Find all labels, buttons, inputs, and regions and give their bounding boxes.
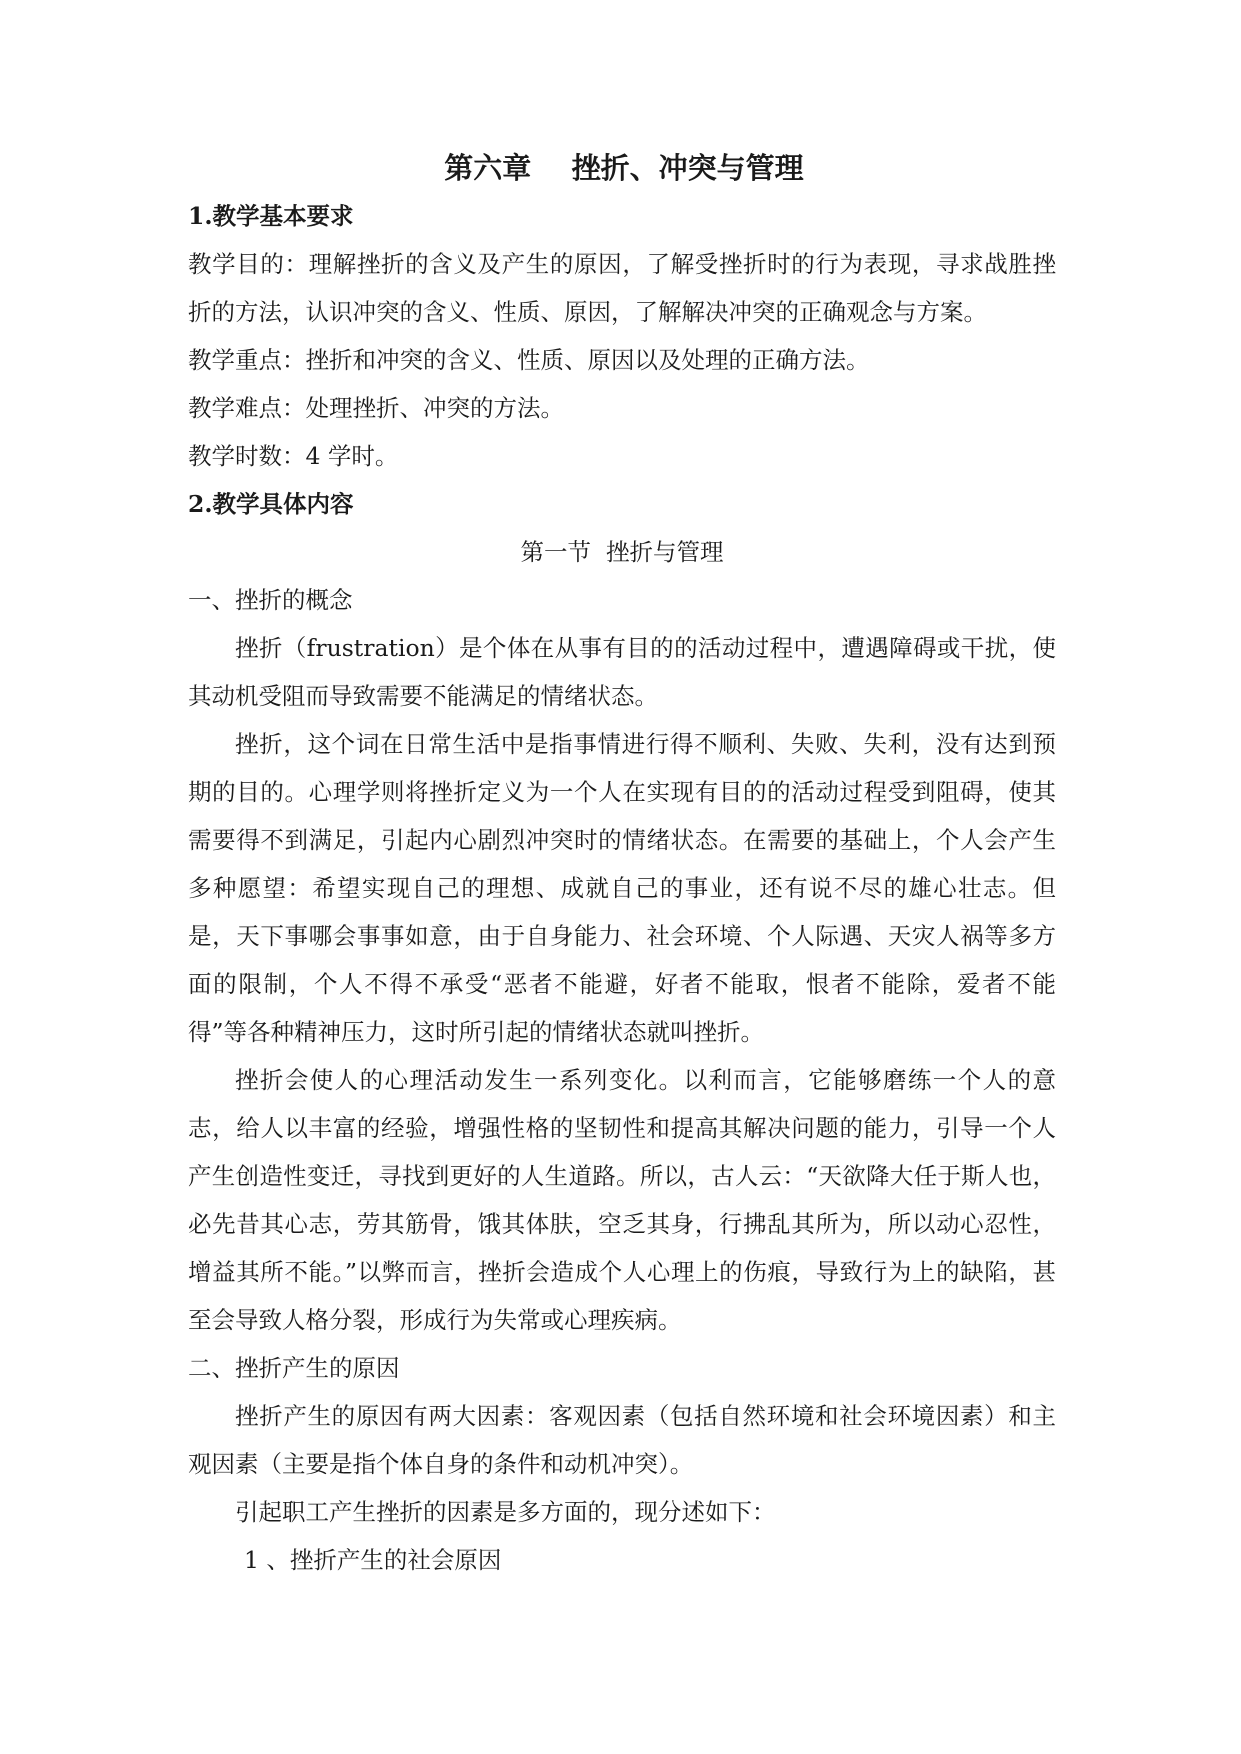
- teaching-objectives: 教学目的：理解挫折的含义及产生的原因，了解受挫折时的行为表现，寻求战胜挫折的方法，认识冲突的含义、性质、原因，了解解决冲突的正确观念与方案。: [188, 250, 1056, 326]
- part-heading-concept: 一、挫折的概念: [188, 586, 353, 614]
- teaching-difficulties: 教学难点：处理挫折、冲突的方法。: [188, 394, 564, 422]
- subsection-title: 第一节 挫折与管理: [520, 538, 724, 566]
- section-heading-requirements: 1.教学基本要求: [188, 202, 354, 230]
- teaching-key-points: 教学重点：挫折和冲突的含义、性质、原因以及处理的正确方法。: [188, 346, 870, 374]
- part-heading-causes: 二、挫折产生的原因: [188, 1354, 400, 1382]
- paragraph: 挫折会使人的心理活动发生一系列变化。以利而言，它能够磨练一个人的意志，给人以丰富的经验，增强性格的坚韧性和提高其解决问题的能力，引导一个人产生创造性变迁，寻找到更好的人生道路。所以，古人云：“天欲降大任于斯人也，必先昔其心志，劳其筋骨，饿其体肤，空乏其身，行拂乱其所为，所以动心忍性，增益其所不能。”以弊而言，挫折会造成个人心理上的伤痕，导致行为上的缺陷，甚至会导致人格分裂，形成行为失常或心理疾病。: [188, 1066, 1056, 1334]
- paragraph: 引起职工产生挫折的因素是多方面的，现分述如下：: [235, 1498, 776, 1526]
- teaching-hours: 教学时数：4 学时。: [188, 442, 399, 470]
- paragraph: 挫折产生的原因有两大因素：客观因素（包括自然环境和社会环境因素）和主观因素（主要是指个体自身的条件和动机冲突）。: [188, 1402, 1056, 1478]
- document-page: [188, 140, 1056, 1584]
- sub-item-social-causes: 1 、挫折产生的社会原因: [244, 1546, 502, 1574]
- section-heading-content: 2.教学具体内容: [188, 490, 354, 518]
- paragraph: 挫折，这个词在日常生活中是指事情进行得不顺利、失败、失利，没有达到预期的目的。心理学则将挫折定义为一个人在实现有目的的活动过程受到阻碍，使其需要得不到满足，引起内心剧烈冲突时的情绪状态。在需要的基础上，个人会产生多种愿望：希望实现自己的理想、成就自己的事业，还有说不尽的雄心壮志。但是，天下事哪会事事如意，由于自身能力、社会环境、个人际遇、天灾人祸等多方面的限制，个人不得不承受“恶者不能避，好者不能取，恨者不能除，爱者不能得”等各种精神压力，这时所引起的情绪状态就叫挫折。: [188, 730, 1056, 1046]
- chapter-title: 第六章 挫折、冲突与管理: [444, 151, 804, 185]
- paragraph: 挫折（frustration）是个体在从事有目的的活动过程中，遭遇障碍或干扰，使其动机受阻而导致需要不能满足的情绪状态。: [188, 634, 1056, 710]
